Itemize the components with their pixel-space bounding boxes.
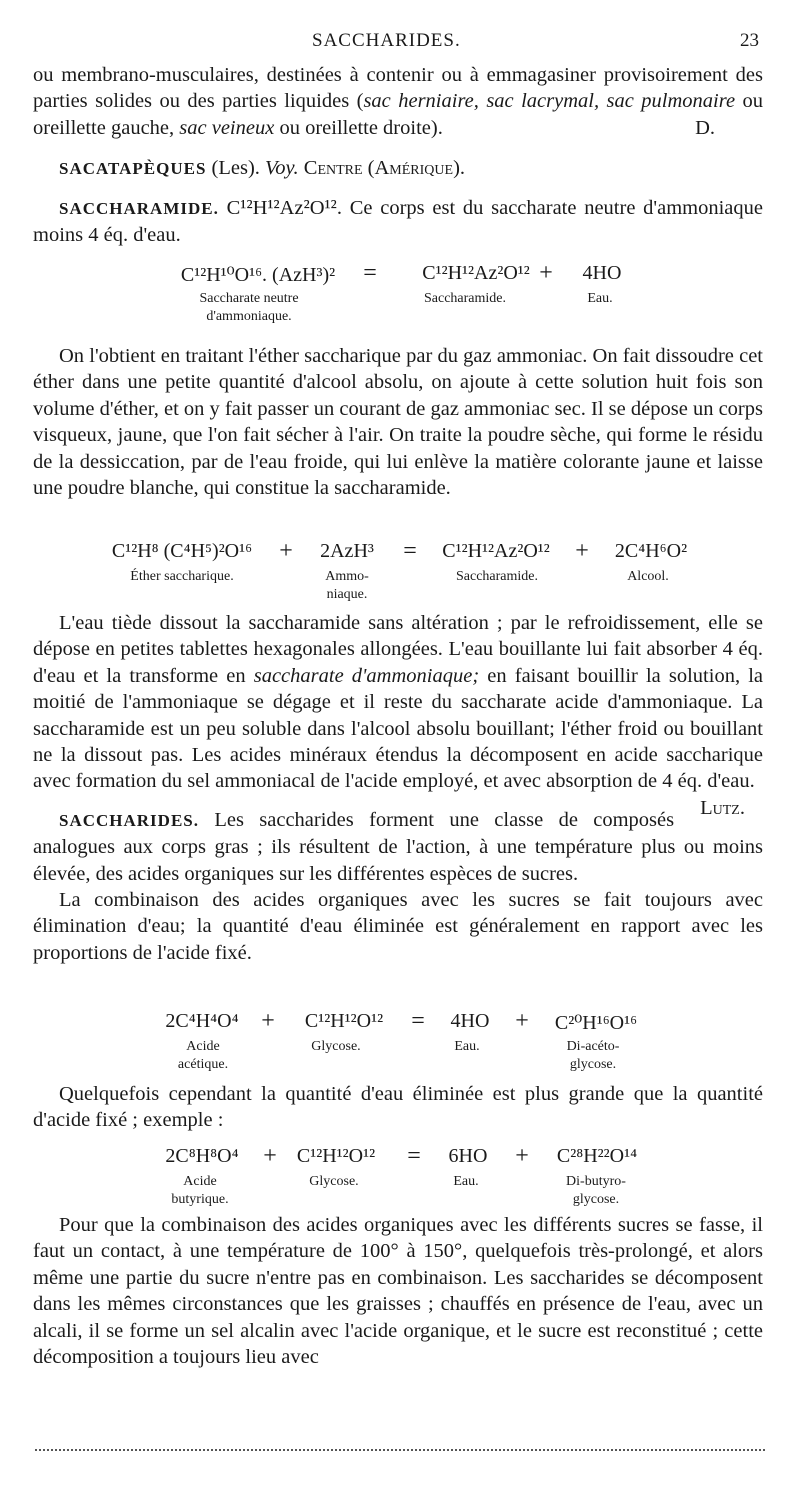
page-header bbox=[0, 30, 800, 56]
formula-label: Di-butyro- glycose. bbox=[566, 1174, 626, 1207]
paragraph-properties: L'eau tiède dissout la saccharamide sans altération ; par le refroidissement, elle se dépose en petites tablettes hexagonales allongées. L'eau bouillante lui fait absorber 4 éq. d'eau et la transforme en saccharate d'ammoniaque; en faisant bouillir la solution, la moitié de l'ammoniaque se dégage et il reste du saccharate acide d'ammoniaque. La saccharamide est un peu soluble dans l'alcool absolu bouillant; l'éther froid ou bouillant ne la dissout pas. Les acides minéraux étendus la décomposent en acide saccharique avec formation du sel ammoniacal de l'acide employé, et avec absorption de 4 éq. d'eau. Lutz. bbox=[33, 610, 763, 795]
paragraph-example: Quelquefois cependant la quantité d'eau éliminée est plus grande que la quantité d'acide fixé ; exemple : bbox=[33, 1083, 763, 1132]
equals-sign: = bbox=[407, 1143, 421, 1169]
formula: C¹²H¹²O¹² bbox=[296, 1145, 376, 1167]
formula-label: Saccharate neutre d'ammoniaque. bbox=[199, 291, 299, 324]
paragraph-conditions: Pour que la combinaison des acides organiques avec les différents sucres se fasse, il faut un contact, à une température de 100° à 150°, quelquefois très-prolongé, et alors même une partie du sucre n'entre pas en combinaison. Les saccharides se décomposent dans les mêmes circonstances que les graisses ; chauffés en présence de l'eau, avec un alcali, il se forme un sel alcalin avec l'acide organique, et le sucre est reconstitué ; cette décomposition a toujours lieu avec bbox=[33, 1214, 763, 1369]
equation-2 bbox=[0, 540, 800, 620]
equals-sign: = bbox=[411, 1008, 425, 1034]
formula-label: Acide acétique. bbox=[177, 1039, 229, 1072]
running-title: SACCHARIDES. bbox=[312, 30, 461, 51]
formula-label: Éther saccharique. bbox=[130, 569, 234, 584]
formula-label: Ammo- niaque. bbox=[325, 569, 369, 602]
formula: 2C⁴H⁶O² bbox=[614, 540, 688, 562]
author-signature: Lutz. bbox=[700, 796, 745, 819]
formula-label: Eau. bbox=[454, 1039, 480, 1054]
formula-label: Glycose. bbox=[309, 1174, 359, 1189]
plus-sign: + bbox=[575, 538, 589, 564]
formula-label: Saccharamide. bbox=[423, 291, 507, 306]
entry-saccharamide: SACCHARAMIDE. C¹²H¹²Az²O¹². Ce corps est du saccharate neutre d'ammoniaque moins 4 éq. d'eau. bbox=[33, 196, 764, 247]
formula-label: Eau. bbox=[453, 1174, 479, 1189]
formula: C¹²H¹²Az²O¹² bbox=[442, 540, 550, 562]
plus-sign: + bbox=[539, 260, 553, 286]
plus-sign: + bbox=[261, 1008, 275, 1034]
formula-label: Glycose. bbox=[311, 1039, 361, 1054]
formula: C¹²H¹²O¹² bbox=[304, 1010, 384, 1032]
formula: 2AzH³ bbox=[320, 540, 374, 562]
entry-term: SACCHARIDES. bbox=[59, 810, 199, 830]
formula-label: Eau. bbox=[587, 291, 613, 306]
paragraph-continuation: ou membrano-musculaires, destinées à contenir ou à emmagasiner provisoirement des parties solides ou des parties liquides (sac herniaire, sac lacrymal, sac pulmonaire ou oreillette gauche, sac veineux ou oreillette droite). D. bbox=[33, 62, 763, 141]
entry-sacatapeques: SACATAPÈQUES (Les). Voy. Centre (Amérique). bbox=[59, 157, 466, 180]
author-signature: D. bbox=[695, 116, 715, 139]
text-block-4 bbox=[33, 1081, 763, 1134]
text-block-1 bbox=[33, 62, 763, 248]
text-block-5 bbox=[33, 1212, 763, 1370]
footer-dotted-rule bbox=[35, 1449, 765, 1451]
plus-sign: + bbox=[515, 1008, 529, 1034]
plus-sign: + bbox=[515, 1143, 529, 1169]
formula: C¹²H¹²Az²O¹² bbox=[422, 262, 530, 284]
formula: 2C⁴H⁴O⁴ bbox=[165, 1010, 239, 1032]
equals-sign: = bbox=[403, 538, 417, 564]
entry-saccharides: SACCHARIDES. Les saccharides forment une classe de composés analogues aux corps gras ; ils résultent de l'action, à une température plus ou moins élevée, des acides organiques sur les différentes espèces de sucres. bbox=[33, 808, 763, 885]
entry-term: SACCHARAMIDE. bbox=[59, 198, 219, 218]
formula: 4HO bbox=[450, 1010, 490, 1032]
equation-3 bbox=[0, 1010, 800, 1090]
entry-term: SACATAPÈQUES bbox=[59, 159, 207, 179]
formula: 2C⁸H⁸O⁴ bbox=[165, 1145, 239, 1167]
formula-label: Acide butyrique. bbox=[171, 1174, 229, 1207]
formula-label: Saccharamide. bbox=[455, 569, 539, 584]
paragraph-preparation: On l'obtient en traitant l'éther saccharique par du gaz ammoniac. On fait dissoudre cet éther dans une petite quantité d'alcool absolu, on ajoute à cette solution huit fois son volume d'éther, et on y fait passer un courant de gaz ammoniac sec. Il se dépose un corps visqueux, jaune, que l'on fait sécher à l'air. On traite la poudre sèche, qui forme le résidu de la dessiccation, par de l'eau froide, qui lui enlève la matière colorante jaune et laisse une poudre blanche, qui constitue la saccharamide. bbox=[33, 345, 763, 500]
formula: 6HO bbox=[448, 1145, 488, 1167]
text-block-3 bbox=[33, 610, 763, 966]
formula: C²⁸H²²O¹⁴ bbox=[556, 1145, 638, 1167]
formula-label: Di-acéto- glycose. bbox=[566, 1039, 620, 1072]
paragraph-combination: La combinaison des acides organiques avec les sucres se fait toujours avec élimination d'eau; la quantité d'eau éliminée est généralement en rapport avec les proportions de l'acide fixé. bbox=[33, 889, 763, 964]
text-block-2 bbox=[33, 343, 763, 501]
formula: C¹²H¹⁰O¹⁶. (AzH³)² bbox=[180, 264, 336, 286]
equals-sign: = bbox=[363, 260, 377, 286]
plus-sign: + bbox=[279, 538, 293, 564]
formula: 4HO bbox=[582, 262, 622, 284]
chemical-formula: C¹²H¹²Az²O¹². bbox=[226, 196, 342, 219]
equation-1 bbox=[0, 262, 800, 342]
plus-sign: + bbox=[263, 1143, 277, 1169]
formula: C²⁰H¹⁶O¹⁶ bbox=[554, 1012, 638, 1034]
page-number: 23 bbox=[740, 30, 759, 51]
formula: C¹²H⁸ (C⁴H⁵)²O¹⁶ bbox=[111, 540, 253, 562]
formula-label: Alcool. bbox=[627, 569, 669, 584]
